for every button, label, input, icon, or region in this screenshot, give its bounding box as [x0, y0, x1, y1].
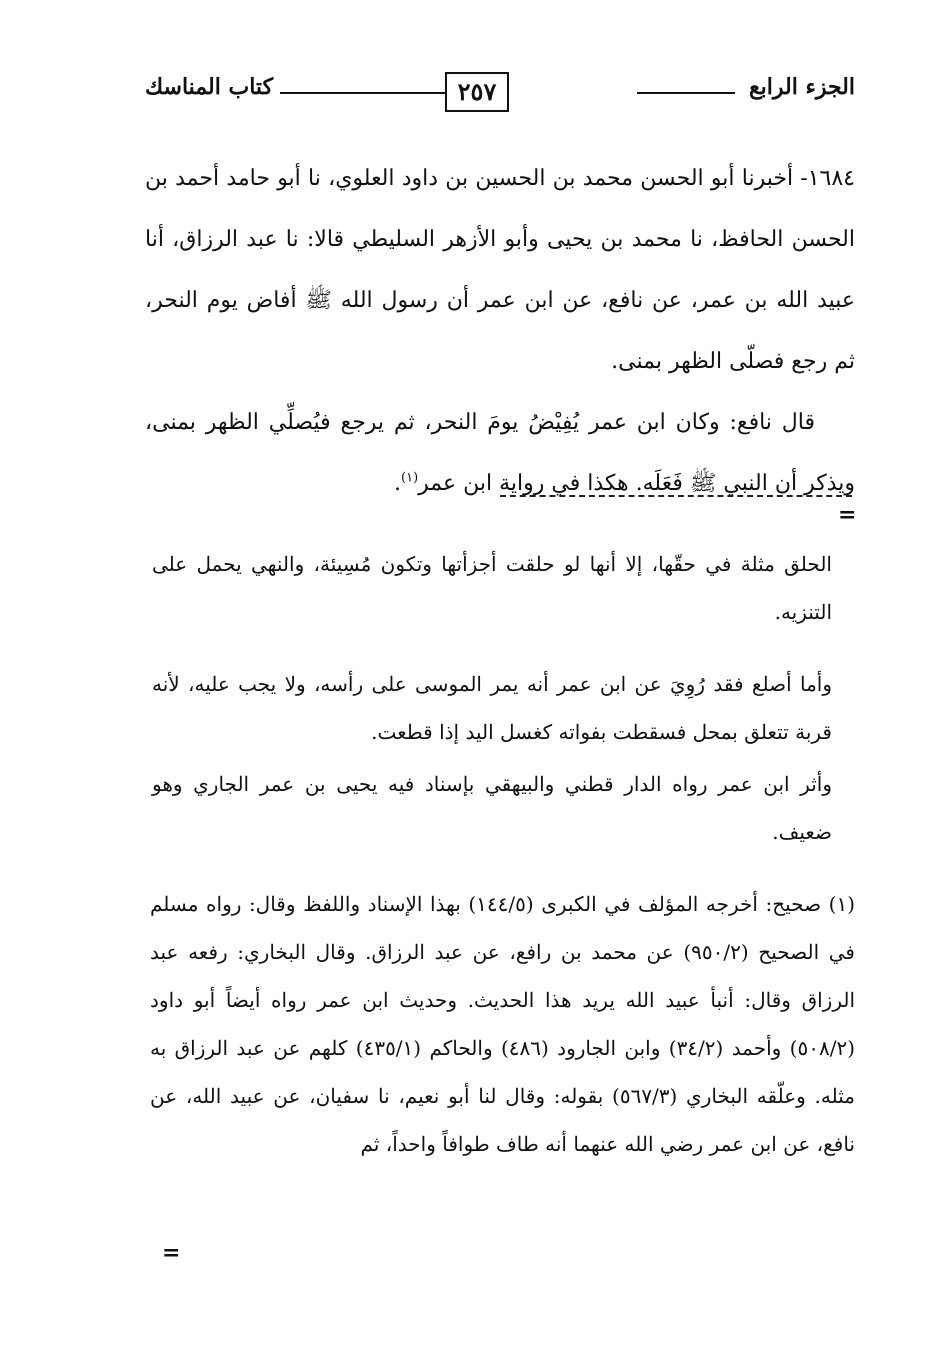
nafi-text: قال نافع: وكان ابن عمر يُفِيْضُ يومَ النحر، ثم يرجع فيُصلِّي الظهر بمنى، ويذكر أن النبي ﷺ فَعَلَه. هكذا في رواية ابن عمر: [145, 410, 855, 496]
continuation-mark: =: [838, 502, 857, 528]
hadith-paragraph: ١٦٨٤- أخبرنا أبو الحسن محمد بن الحسين بن داود العلوي، نا أبو حامد أحمد بن الحسن الحافظ، نا محمد بن يحيى وأبو الأزهر السليطي قالا: نا عبد الرزاق، أنا عبيد الله بن عمر، عن نافع، عن ابن عمر أن رسول الله ﷺ أفاض يوم النحر، ثم رجع فصلّى الظهر بمنى.: [145, 166, 855, 374]
footnote-reference: (١): [401, 470, 419, 486]
commentary-paragraph: وأما أصلع فقد رُوِيَ عن ابن عمر أنه يمر الموسى على رأسه، ولا يجب عليه، لأنه قربة تتعلق بمحل فسقطت بفواته كغسل اليد إذا قطعت.: [152, 672, 832, 744]
header-rule-left: [280, 92, 445, 94]
footnote-separator: [500, 495, 852, 497]
footnote-text: صحيح: أخرجه المؤلف في الكبرى (١٤٤/٥) بهذا الإسناد واللفظ وقال: رواه مسلم في الصحيح (٩٥٠/٢) عن محمد بن رافع، عن عبد الرزاق. وقال البخاري: رفعه عبد الرزاق وقال: أنبأ عبيد الله يريد هذا الحديث. وحديث ابن عمر رواه أيضاً أبو داود (٥٠٨/٢) وأحمد (٣٤/٢) وابن الجارود (٤٨٦) والحاكم (٤٣٥/١) كلهم عن عبد الرزاق به مثله. وعلّقه البخاري (٥٦٧/٣) بقوله: وقال لنا أبو نعيم، نا سفيان، عن عبيد الله، عن نافع، عن ابن عمر رضي الله عنهما أنه طاف طوافاً واحداً، ثم: [150, 892, 856, 1156]
nafi-paragraph: قال نافع: وكان ابن عمر يُفِيْضُ يومَ النحر، ثم يرجع فيُصلِّي الظهر بمنى، ويذكر أن النبي ﷺ فَعَلَه. هكذا في رواية ابن عمر$^{(١)}$.: [145, 410, 855, 496]
page-number: ٢٥٧: [445, 72, 509, 112]
book-title: كتاب المناسك: [145, 74, 274, 100]
commentary-paragraph: الحلق مثلة في حقّها، إلا أنها لو حلقت أجزأتها وتكون مُسِيئة، والنهي يحمل على التنزيه.: [152, 552, 832, 624]
footnote-marker: (١): [828, 892, 856, 916]
header-rule-right: [637, 92, 735, 94]
continuation-mark: =: [162, 1240, 181, 1266]
volume-title: الجزء الرابع: [748, 74, 855, 100]
page-header: [145, 72, 855, 118]
footnote: [150, 880, 855, 1168]
commentary-paragraph: وأثر ابن عمر رواه الدار قطني والبيهقي بإسناد فيه يحيى بن عمر الجاري وهو ضعيف.: [152, 772, 832, 844]
